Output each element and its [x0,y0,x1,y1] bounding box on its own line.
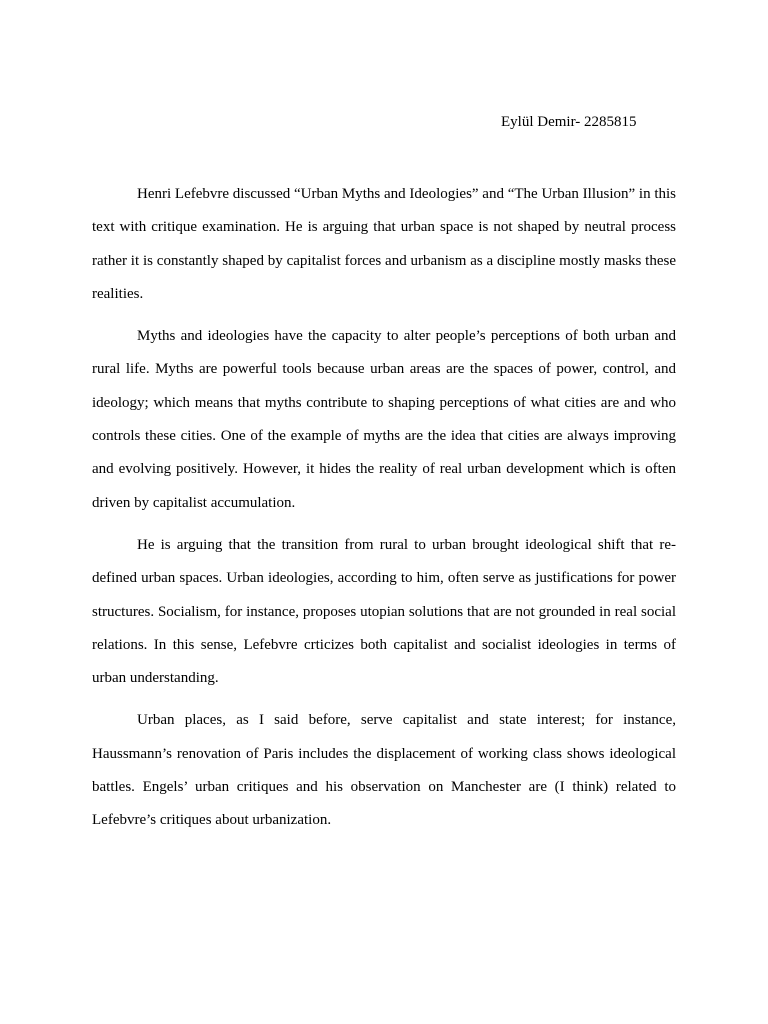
paragraph-3: He is arguing that the transition from rural to urban brought ideological shift that re-defined urban spaces. Urban ideologies, according to him, often serve as justifications for power structures. Socialism, for instance, proposes utopian solutions that are not grounded in real social relations. In this sense, Lefebvre crticizes both capitalist and socialist ideologies in terms of urban understanding. [92,536,676,687]
essay-body [92,178,676,847]
paragraph-1: Henri Lefebvre discussed “Urban Myths and Ideologies” and “The Urban Illusion” in this text with critique examination. He is arguing that urban space is not shaped by neutral process rather it is constantly shaped by capitalist forces and urbanism as a discipline mostly masks these realities. [92,186,677,302]
paragraph-2: Myths and ideologies have the capacity to alter people’s perceptions of both urban and rural life. Myths are powerful tools because urban areas are the spaces of power, control, and ideology; which means that myths contribute to shaping perceptions of what cities are and who controls these cities. One of the example of myths are the idea that cities are always improving and evolving positively. However, it hides the reality of real urban development which is often driven by capitalist accumulation. [92,328,676,511]
paragraph-4: Urban places, as I said before, serve capitalist and state interest; for instance, Haussmann’s renovation of Paris includes the displacement of working class shows ideological battles. Engels’ urban critiques and his observation on Manchester are (I think) related to Lefebvre’s critiques about urbanization. [92,712,676,829]
author-name-and-id: Eylül Demir- 2285815 [501,114,637,130]
